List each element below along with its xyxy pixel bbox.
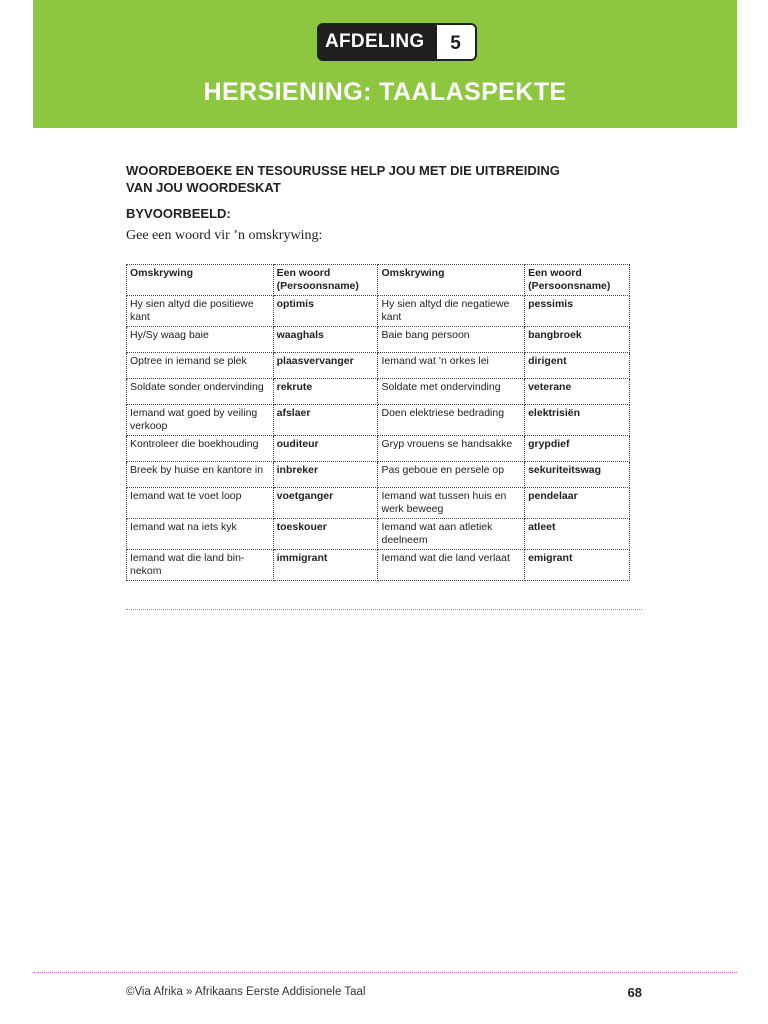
word-cell: bangbroek xyxy=(525,327,630,353)
section-number: 5 xyxy=(437,23,477,61)
example-heading: BYVOORBEELD: xyxy=(126,206,231,221)
word-cell: dirigent xyxy=(525,353,630,379)
description-cell: Doen elektriese bedrading xyxy=(378,405,525,436)
word-cell: plaasvervanger xyxy=(273,353,378,379)
page-title: HERSIENING: TAALASPEKTE xyxy=(203,78,567,106)
footer-copyright: ©Via Afrika » Afrikaans Eerste Addisionele Taal xyxy=(126,986,366,998)
word-cell: ouditeur xyxy=(273,436,378,462)
table-row xyxy=(127,405,630,436)
description-cell: Hy sien altyd die negatiewe kant xyxy=(378,296,525,327)
table-header-cell: Omskrywing xyxy=(127,265,274,296)
section-heading: WOORDEBOEKE EN TESOURUSSE HELP JOU MET DIE UITBREIDING VAN JOU WOORDESKAT xyxy=(126,163,560,195)
section-badge xyxy=(317,23,477,61)
word-cell: afslaer xyxy=(273,405,378,436)
content-divider xyxy=(126,609,642,610)
section-label: AFDELING xyxy=(317,23,437,61)
table-row xyxy=(127,462,630,488)
description-cell: Iemand wat ’n orkes lei xyxy=(378,353,525,379)
table-row xyxy=(127,550,630,581)
description-cell: Iemand wat die land verlaat xyxy=(378,550,525,581)
word-cell: atleet xyxy=(525,519,630,550)
table-header-cell: Een woord (Persoonsname) xyxy=(273,265,378,296)
description-cell: Kontroleer die boekhouding xyxy=(127,436,274,462)
word-cell: optimis xyxy=(273,296,378,327)
table-row xyxy=(127,488,630,519)
table-row xyxy=(127,353,630,379)
table-row xyxy=(127,436,630,462)
word-cell: grypdief xyxy=(525,436,630,462)
word-cell: emigrant xyxy=(525,550,630,581)
description-cell: Iemand wat tussen huis en werk beweeg xyxy=(378,488,525,519)
table-row xyxy=(127,327,630,353)
description-cell: Optree in iemand se plek xyxy=(127,353,274,379)
word-cell: veterane xyxy=(525,379,630,405)
word-cell: toeskouer xyxy=(273,519,378,550)
description-cell: Baie bang persoon xyxy=(378,327,525,353)
description-cell: Hy sien altyd die positiewe kant xyxy=(127,296,274,327)
description-cell: Iemand wat die land bin-nekom xyxy=(127,550,274,581)
description-cell: Soldate sonder ondervinding xyxy=(127,379,274,405)
table-header-cell: Omskrywing xyxy=(378,265,525,296)
table-row xyxy=(127,379,630,405)
word-cell: pessimis xyxy=(525,296,630,327)
description-cell: Iemand wat na iets kyk xyxy=(127,519,274,550)
section-banner xyxy=(33,0,737,128)
table-header-cell: Een woord (Persoonsname) xyxy=(525,265,630,296)
description-cell: Iemand wat aan atletiek deelneem xyxy=(378,519,525,550)
table-row xyxy=(127,519,630,550)
word-cell: inbreker xyxy=(273,462,378,488)
word-cell: voetganger xyxy=(273,488,378,519)
word-cell: pendelaar xyxy=(525,488,630,519)
page-number: 68 xyxy=(627,985,642,1000)
word-cell: elektrisiën xyxy=(525,405,630,436)
description-cell: Gryp vrouens se handsakke xyxy=(378,436,525,462)
vocabulary-table xyxy=(126,264,630,581)
word-cell: rekrute xyxy=(273,379,378,405)
word-cell: waaghals xyxy=(273,327,378,353)
table-row xyxy=(127,296,630,327)
description-cell: Hy/Sy waag baie xyxy=(127,327,274,353)
description-cell: Iemand wat goed by veiling verkoop xyxy=(127,405,274,436)
word-cell: sekuriteitswag xyxy=(525,462,630,488)
description-cell: Soldate met ondervinding xyxy=(378,379,525,405)
description-cell: Breek by huise en kantore in xyxy=(127,462,274,488)
footer-divider xyxy=(33,972,737,973)
instruction-text: Gee een woord vir ’n omskrywing: xyxy=(126,228,323,243)
word-cell: immigrant xyxy=(273,550,378,581)
description-cell: Iemand wat te voet loop xyxy=(127,488,274,519)
description-cell: Pas geboue en persele op xyxy=(378,462,525,488)
table-header-row xyxy=(127,265,630,296)
